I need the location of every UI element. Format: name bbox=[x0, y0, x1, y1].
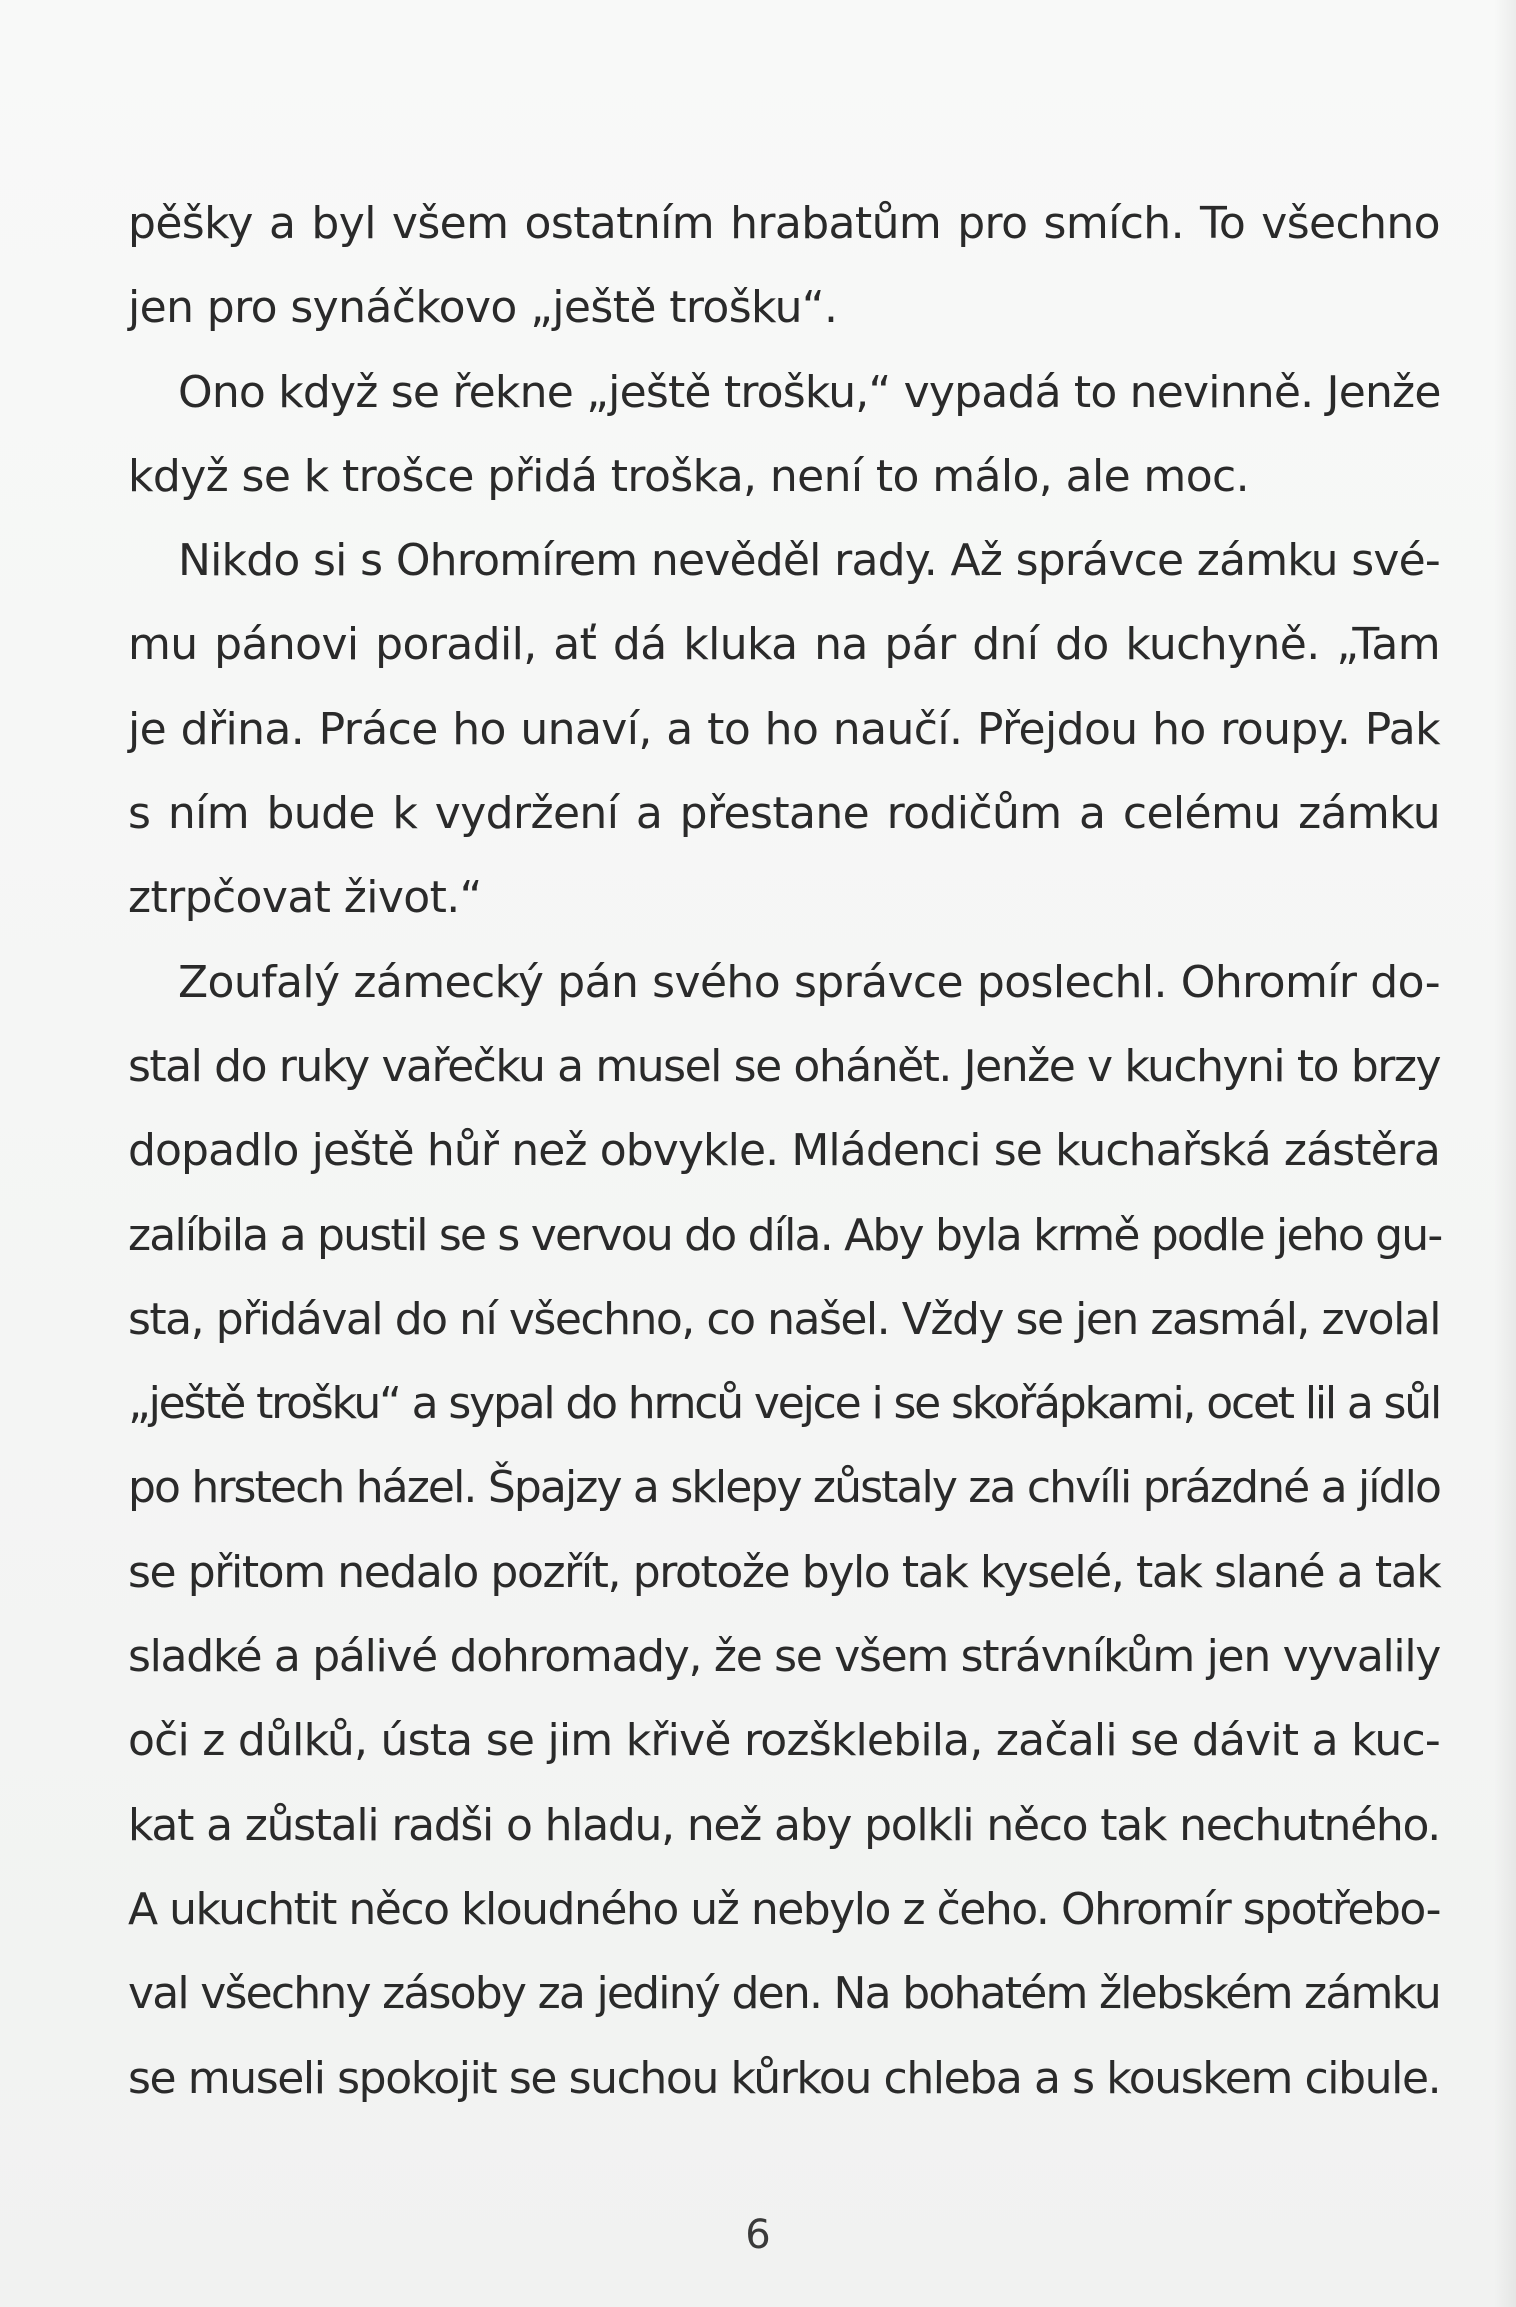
text-line: val všechny zásoby za jediný den. Na bohatém žlebském zámku bbox=[128, 1968, 1440, 2020]
text-line: když se k trošce přidá troška, není to málo, ale moc. bbox=[128, 450, 1249, 502]
text-line: oči z důlků, ústa se jim křivě rozšklebila, začali se dávit a kuc- bbox=[128, 1715, 1440, 1767]
text-line: stal do ruky vařečku a musel se ohánět. Jenže v kuchyni to brzy bbox=[128, 1040, 1440, 1092]
text-line: „ještě trošku“ a sypal do hrnců vejce i se skořápkami, ocet lil a sůl bbox=[128, 1378, 1440, 1430]
text-line: kat a zůstali radši o hladu, než aby polkli něco tak nechutného. bbox=[128, 1799, 1440, 1851]
text-line: dopadlo ještě hůř než obvykle. Mládenci se kuchařská zástěra bbox=[128, 1125, 1440, 1177]
text-line: Zoufalý zámecký pán svého správce poslechl. Ohromír do- bbox=[178, 956, 1440, 1008]
text-line: A ukuchtit něco kloudného už nebylo z čeho. Ohromír spotřebo- bbox=[128, 1883, 1440, 1935]
text-line: je dřina. Práce ho unaví, a to ho naučí. Přejdou ho roupy. Pak bbox=[128, 703, 1440, 755]
text-line: se museli spokojit se suchou kůrkou chleba a s kouskem cibule. bbox=[128, 2052, 1441, 2104]
text-line: pěšky a byl všem ostatním hrabatům pro smích. To všechno bbox=[128, 198, 1440, 249]
text-line: sta, přidával do ní všechno, co našel. Vždy se jen zasmál, zvolal bbox=[128, 1293, 1440, 1345]
text-line: se přitom nedalo pozřít, protože bylo tak kyselé, tak slané a tak bbox=[128, 1546, 1441, 1598]
text-line: mu pánovi poradil, ať dá kluka na pár dní do kuchyně. „Tam bbox=[128, 619, 1440, 671]
text-line: sladké a pálivé dohromady, že se všem strávníkům jen vyvalily bbox=[128, 1631, 1440, 1683]
paragraph bbox=[128, 351, 1440, 520]
page-number: 6 bbox=[745, 2212, 771, 2258]
paragraph bbox=[128, 941, 1440, 2121]
text-line: Ono když se řekne „ještě trošku,“ vypadá to nevinně. Jenže bbox=[178, 366, 1441, 418]
text-line: jen pro synáčkovo „ještě trošku“. bbox=[128, 282, 838, 334]
text-line: ztrpčovat život.“ bbox=[128, 872, 482, 924]
paragraph bbox=[128, 519, 1440, 940]
body-text bbox=[128, 182, 1440, 2121]
text-line: po hrstech házel. Špajzy a sklepy zůstaly za chvíli prázdné a jídlo bbox=[128, 1462, 1440, 1514]
text-line: s ním bude k vydržení a přestane rodičům a celému zámku bbox=[128, 788, 1440, 840]
paragraph bbox=[128, 182, 1440, 351]
text-line: Nikdo si s Ohromírem nevěděl rady. Až správce zámku své- bbox=[178, 535, 1440, 587]
text-line: zalíbila a pustil se s vervou do díla. Aby byla krmě podle jeho gu- bbox=[128, 1209, 1442, 1261]
